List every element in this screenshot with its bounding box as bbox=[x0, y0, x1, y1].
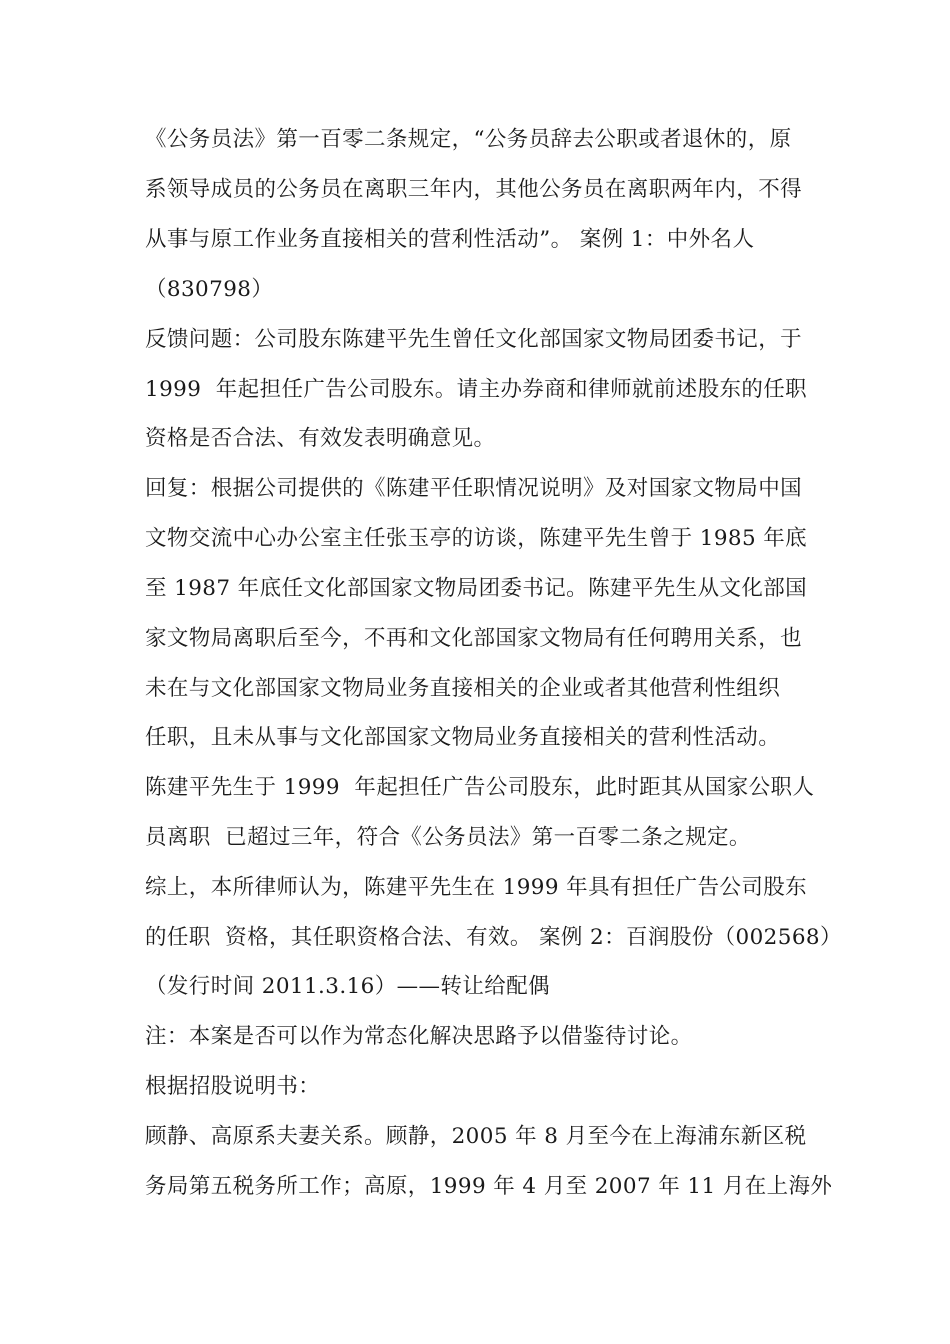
text-line: 资格是否合法、有效发表明确意见。 bbox=[145, 426, 496, 451]
text-line: 顾静、高原系夫妻关系。顾静，2005 年 8 月至今在上海浦东新区税 bbox=[145, 1124, 807, 1149]
text-line: 综上，本所律师认为，陈建平先生在 1999 年具有担任广告公司股东 bbox=[145, 875, 808, 900]
text-line: 员离职 已超过三年，符合《公务员法》第一百零二条之规定。 bbox=[145, 825, 751, 850]
text-line: 文物交流中心办公室主任张玉亭的访谈，陈建平先生曾于 1985 年底 bbox=[145, 526, 808, 551]
text-line: 反馈问题：公司股东陈建平先生曾任文化部国家文物局团委书记，于 bbox=[145, 327, 803, 352]
text-line: 1999 年起担任广告公司股东。请主办券商和律师就前述股东的任职 bbox=[145, 377, 808, 402]
text-line: 至 1987 年底任文化部国家文物局团委书记。陈建平先生从文化部国 bbox=[145, 576, 808, 601]
text-line: 《公务员法》第一百零二条规定，“公务员辞去公职或者退休的，原 bbox=[145, 127, 792, 152]
text-line: 从事与原工作业务直接相关的营利性活动”。 案例 1：中外名人 bbox=[145, 227, 755, 252]
text-line: 任职，且未从事与文化部国家文物局业务直接相关的营利性活动。 bbox=[145, 725, 781, 750]
text-line: 家文物局离职后至今，不再和文化部国家文物局有任何聘用关系，也 bbox=[145, 626, 803, 651]
text-line: 务局第五税务所工作；高原，1999 年 4 月至 2007 年 11 月在上海外 bbox=[145, 1174, 833, 1199]
text-line: 系领导成员的公务员在离职三年内，其他公务员在离职两年内，不得 bbox=[145, 177, 803, 202]
text-line: （发行时间 2011.3.16）——转让给配偶 bbox=[145, 974, 550, 999]
text-line: 未在与文化部国家文物局业务直接相关的企业或者其他营利性组织 bbox=[145, 676, 781, 701]
text-line: （830798） bbox=[145, 277, 274, 302]
text-line: 注：本案是否可以作为常态化解决思路予以借鉴待讨论。 bbox=[145, 1024, 693, 1049]
text-line: 回复：根据公司提供的《陈建平任职情况说明》及对国家文物局中国 bbox=[145, 476, 803, 501]
text-line: 根据招股说明书： bbox=[145, 1074, 321, 1099]
text-line: 的任职 资格，其任职资格合法、有效。 案例 2：百润股份（002568） bbox=[145, 925, 842, 950]
text-line: 陈建平先生于 1999 年起担任广告公司股东，此时距其从国家公职人 bbox=[145, 775, 815, 800]
